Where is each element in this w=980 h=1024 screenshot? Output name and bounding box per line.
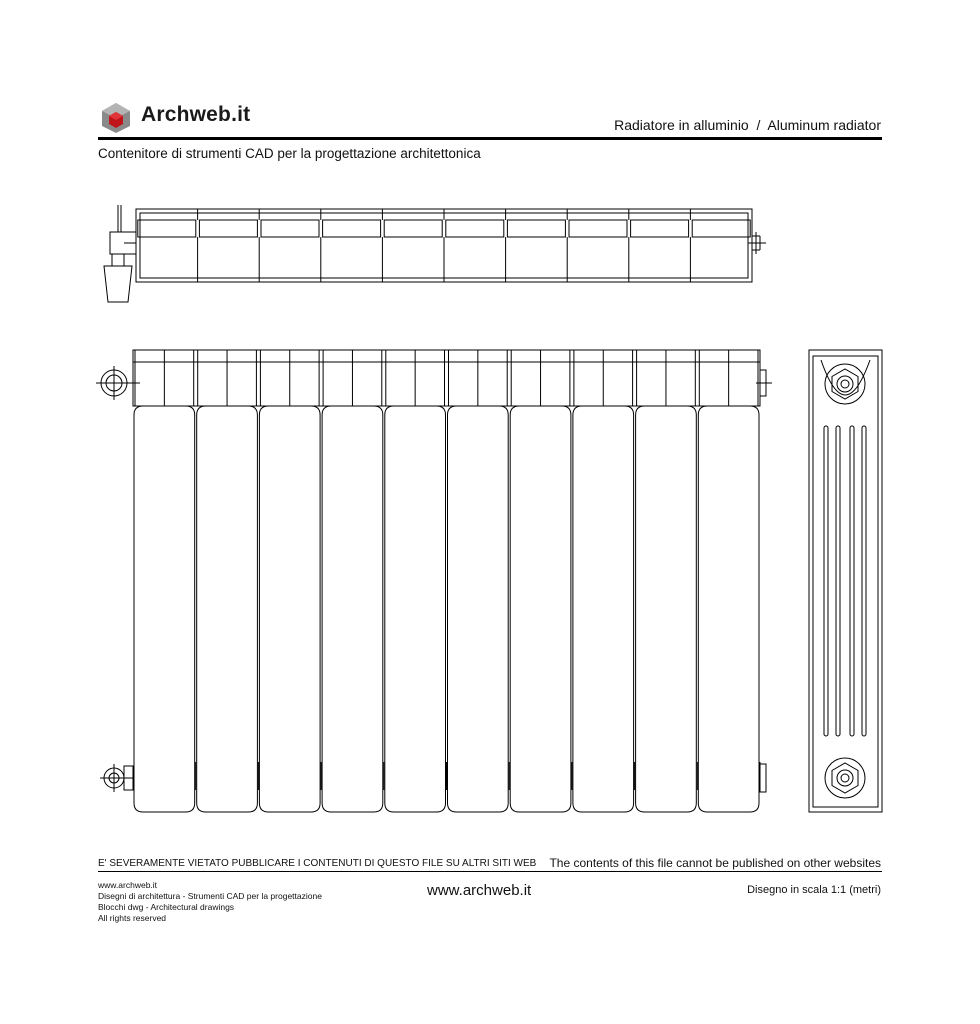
radiator-element [197, 406, 258, 812]
top-view-slot [631, 220, 689, 237]
radiator-top-view [104, 205, 766, 302]
side-bottom-connection-bore [841, 774, 849, 782]
side-top-connection-bore [841, 380, 849, 388]
top-view-slot [507, 220, 565, 237]
radiator-element [322, 406, 383, 812]
side-fin-groove [824, 426, 828, 736]
radiator-element [698, 406, 759, 812]
radiator-element [134, 406, 195, 812]
footer-divider [98, 871, 882, 872]
radiator-element [259, 406, 320, 812]
side-bottom-connection-nut [832, 763, 858, 793]
side-bottom-connection-ring [825, 758, 865, 798]
side-fin-groove [850, 426, 854, 736]
page-subtitle: Contenitore di strumenti CAD per la progettazione architettonica [98, 146, 481, 161]
top-view-slot [138, 220, 196, 237]
top-view-slot [323, 220, 381, 237]
top-view-slot [446, 220, 504, 237]
credit-line: Blocchi dwg - Architectural drawings [98, 902, 235, 912]
top-view-slot [569, 220, 627, 237]
side-bottom-connection-bore [837, 770, 853, 786]
top-view-slot [199, 220, 257, 237]
radiator-side-view [809, 350, 882, 812]
side-collar [821, 360, 870, 395]
radiator-front-view [96, 350, 772, 812]
credit-line: Disegni di architettura - Strumenti CAD per la progettazione [98, 891, 322, 901]
side-view-outline [809, 350, 882, 812]
right-plug-bottom [760, 764, 766, 792]
copyright-warning-it: E' SEVERAMENTE VIETATO PUBBLICARE I CONTENUTI DI QUESTO FILE SU ALTRI SITI WEB [98, 858, 537, 869]
top-view-slot [692, 220, 750, 237]
radiator-element [448, 406, 509, 812]
radiator-element [636, 406, 697, 812]
valve-knob [104, 266, 132, 302]
side-fin-groove [836, 426, 840, 736]
website-link[interactable]: www.archweb.it [427, 882, 532, 899]
brand-name: Archweb.it [141, 103, 251, 126]
drawing-scale: Disegno in scala 1:1 (metri) [747, 884, 881, 896]
radiator-element [385, 406, 446, 812]
copyright-warning-en: The contents of this file cannot be published on other websites [549, 856, 881, 870]
side-fin-groove [862, 426, 866, 736]
top-view-slot [384, 220, 442, 237]
top-view-slot [261, 220, 319, 237]
radiator-element [510, 406, 571, 812]
radiator-element [573, 406, 634, 812]
side-top-connection-bore [837, 376, 853, 392]
credit-line: All rights reserved [98, 913, 167, 923]
side-view-inner [813, 356, 878, 807]
page-title: Radiatore in alluminio / Aluminum radiator [614, 117, 881, 133]
credit-line: www.archweb.it [98, 880, 158, 890]
